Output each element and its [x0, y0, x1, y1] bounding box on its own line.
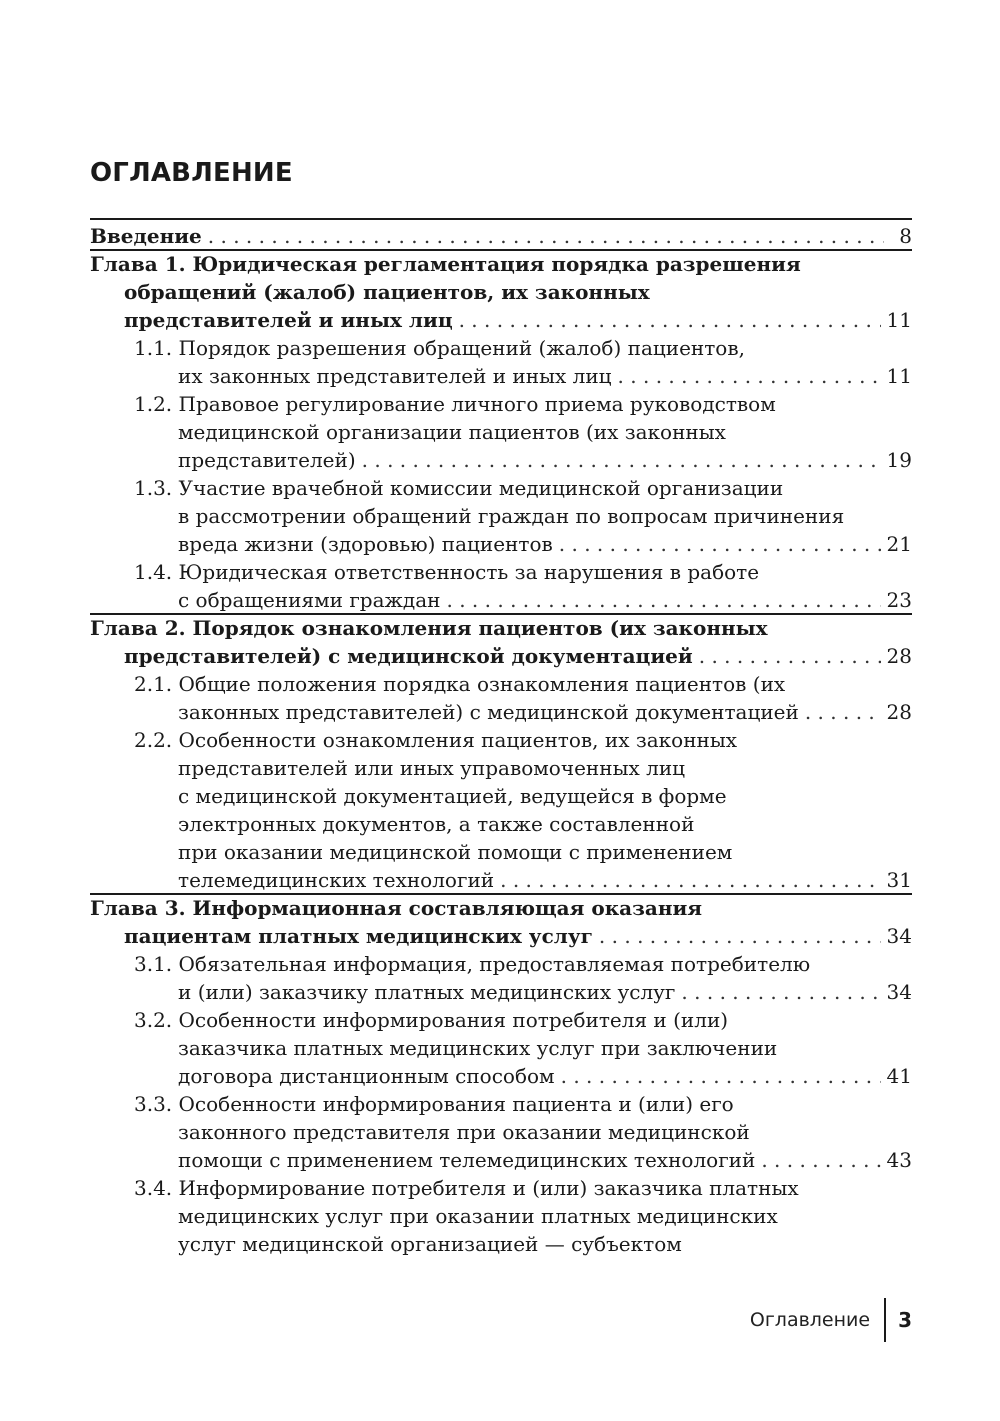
toc-page-number: 11 [886, 364, 912, 388]
toc-line-text: электронных документов, а также составленной [178, 812, 695, 836]
chapter-divider-rule [90, 218, 912, 220]
toc-page-number: 43 [886, 1148, 912, 1172]
toc-page-number: 21 [886, 532, 912, 556]
toc-line [90, 278, 912, 306]
toc-chapter-entry[interactable] [90, 894, 912, 950]
toc-line [90, 922, 912, 950]
dot-leader [681, 978, 880, 1006]
toc-line-text: их законных представителей и иных лиц [178, 364, 612, 388]
toc-line [90, 1034, 912, 1062]
toc-line [90, 1062, 912, 1090]
toc-line-text: обращений (жалоб) пациентов, их законных [124, 280, 650, 304]
toc-line-text: 1.4. Юридическая ответственность за нарушения в работе [134, 560, 760, 584]
toc-line [90, 1230, 912, 1258]
toc-section-entry[interactable] [90, 558, 912, 614]
table-of-contents [90, 222, 912, 1258]
toc-line-text: пациентам платных медицинских услуг [124, 924, 593, 948]
toc-line [90, 250, 912, 278]
toc-line-text: 1.1. Порядок разрешения обращений (жалоб) пациентов, [134, 336, 745, 360]
toc-line [90, 586, 912, 614]
toc-line-text: с медицинской документацией, ведущейся в форме [178, 784, 727, 808]
toc-line [90, 754, 912, 782]
toc-line [90, 642, 912, 670]
toc-line-text: 3.3. Особенности информирования пациента и (или) его [134, 1092, 734, 1116]
dot-leader [618, 362, 881, 390]
toc-page-number: 31 [886, 868, 912, 892]
dot-leader [805, 698, 881, 726]
toc-line [90, 726, 912, 754]
dot-leader [559, 530, 881, 558]
toc-line [90, 446, 912, 474]
dot-leader [561, 1062, 881, 1090]
toc-chapter-entry[interactable] [90, 250, 912, 334]
dot-leader [362, 446, 881, 474]
toc-line-text: медицинской организации пациентов (их законных [178, 420, 726, 444]
toc-page-number: 34 [886, 980, 912, 1004]
toc-line [90, 1174, 912, 1202]
toc-line-text: Глава 2. Порядок ознакомления пациентов (их законных [90, 616, 768, 640]
toc-line-text: вреда жизни (здоровью) пациентов [178, 532, 553, 556]
toc-chapter-entry[interactable] [90, 222, 912, 250]
toc-line [90, 222, 912, 250]
toc-line [90, 614, 912, 642]
page-number: 3 [898, 1308, 912, 1332]
dot-leader [500, 866, 880, 894]
toc-line-text: 2.1. Общие положения порядка ознакомления пациентов (их [134, 672, 786, 696]
toc-line-text: представителей и иных лиц [124, 308, 453, 332]
toc-line-text: медицинских услуг при оказании платных медицинских [178, 1204, 778, 1228]
chapter-divider-rule [90, 893, 912, 895]
toc-line-text: Глава 1. Юридическая регламентация порядка разрешения [90, 252, 801, 276]
toc-line-text: и (или) заказчику платных медицинских услуг [178, 980, 676, 1004]
footer-section-label: Оглавление [749, 1309, 871, 1331]
toc-section-entry[interactable] [90, 1090, 912, 1174]
toc-line-text: 1.3. Участие врачебной комиссии медицинской организации [134, 476, 784, 500]
toc-line [90, 1118, 912, 1146]
toc-line [90, 950, 912, 978]
running-footer [750, 1298, 912, 1342]
toc-line [90, 530, 912, 558]
toc-line-text: заказчика платных медицинских услуг при заключении [178, 1036, 778, 1060]
toc-line-text: Введение [90, 224, 202, 248]
toc-line [90, 978, 912, 1006]
chapter-divider-rule [90, 249, 912, 251]
toc-line [90, 474, 912, 502]
toc-line [90, 1202, 912, 1230]
toc-line-text: 1.2. Правовое регулирование личного приема руководством [134, 392, 776, 416]
toc-line-text: 2.2. Особенности ознакомления пациентов, их законных [134, 728, 738, 752]
toc-line [90, 362, 912, 390]
toc-line [90, 502, 912, 530]
toc-page-number: 34 [886, 924, 912, 948]
toc-page-number: 41 [886, 1064, 912, 1088]
toc-line-text: в рассмотрении обращений граждан по вопросам причинения [178, 504, 845, 528]
toc-page-number: 11 [886, 308, 912, 332]
toc-section-entry[interactable] [90, 670, 912, 726]
dot-leader [761, 1146, 880, 1174]
toc-section-entry[interactable] [90, 474, 912, 558]
toc-line-text: 3.2. Особенности информирования потребителя и (или) [134, 1008, 729, 1032]
toc-section-entry[interactable] [90, 390, 912, 474]
toc-line [90, 418, 912, 446]
toc-line-text: 3.4. Информирование потребителя и (или) заказчика платных [134, 1176, 799, 1200]
toc-line [90, 1090, 912, 1118]
toc-line [90, 390, 912, 418]
toc-line [90, 866, 912, 894]
toc-line [90, 334, 912, 362]
toc-line-text: представителей) с медицинской документацией [124, 644, 693, 668]
toc-page-number: 28 [886, 644, 912, 668]
toc-line-text: законного представителя при оказании медицинской [178, 1120, 750, 1144]
toc-line [90, 670, 912, 698]
toc-page-number: 23 [886, 588, 912, 612]
toc-line-text: представителей или иных управомоченных лиц [178, 756, 686, 780]
toc-line-text: Глава 3. Информационная составляющая оказания [90, 896, 703, 920]
toc-line-text: представителей) [178, 448, 356, 472]
toc-line [90, 558, 912, 586]
toc-line [90, 838, 912, 866]
toc-line [90, 810, 912, 838]
toc-section-entry[interactable] [90, 950, 912, 1006]
dot-leader [447, 586, 881, 614]
toc-section-entry[interactable] [90, 1006, 912, 1090]
toc-section-entry[interactable] [90, 1174, 912, 1258]
toc-line-text: услуг медицинской организацией — субъектом [178, 1232, 682, 1256]
toc-page-number: 19 [886, 448, 912, 472]
toc-line-text: законных представителей) с медицинской документацией [178, 700, 799, 724]
toc-page-number: 28 [886, 700, 912, 724]
toc-line [90, 1006, 912, 1034]
toc-line [90, 306, 912, 334]
toc-line-text: 3.1. Обязательная информация, предоставляемая потребителю [134, 952, 811, 976]
dot-leader [699, 642, 881, 670]
dot-leader [459, 306, 881, 334]
toc-line-text: договора дистанционным способом [178, 1064, 555, 1088]
toc-chapter-entry[interactable] [90, 614, 912, 670]
toc-line-text: с обращениями граждан [178, 588, 441, 612]
toc-line [90, 698, 912, 726]
page-title: ОГЛАВЛЕНИЕ [90, 158, 293, 188]
chapter-divider-rule [90, 613, 912, 615]
toc-page-number: 8 [899, 224, 912, 248]
toc-section-entry[interactable] [90, 726, 912, 894]
dot-leader [599, 922, 881, 950]
dot-leader [208, 222, 884, 250]
toc-line-text: телемедицинских технологий [178, 868, 495, 892]
toc-line-text: при оказании медицинской помощи с применением [178, 840, 733, 864]
toc-line [90, 1146, 912, 1174]
toc-line-text: помощи с применением телемедицинских технологий [178, 1148, 756, 1172]
toc-line [90, 894, 912, 922]
toc-line [90, 782, 912, 810]
toc-section-entry[interactable] [90, 334, 912, 390]
